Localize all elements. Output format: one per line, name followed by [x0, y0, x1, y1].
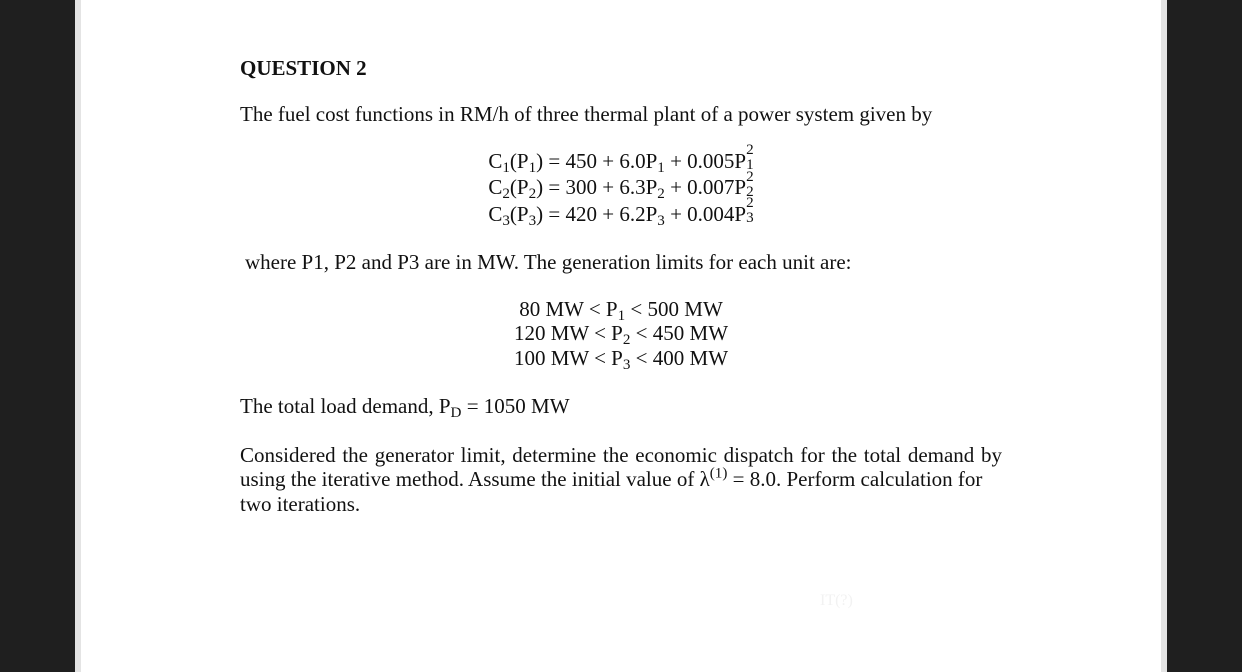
- equation-token: C: [488, 201, 503, 226]
- equation-token: 1: [657, 159, 665, 176]
- equation-token: C: [488, 148, 503, 173]
- cost-function-equations: [240, 142, 1002, 229]
- cost-function-line: [244, 168, 1002, 203]
- limit-token: < 450 MW: [630, 321, 729, 345]
- equation-token: 2: [528, 186, 537, 203]
- equation-token: [746, 195, 758, 227]
- limit-token: 120 MW < P: [513, 321, 623, 345]
- cost-function-line: [244, 195, 1002, 229]
- limit-token: 3: [622, 356, 631, 373]
- equation-token: ): [536, 175, 544, 199]
- equation-token: 2: [657, 186, 665, 203]
- equation-token: 2: [746, 168, 754, 185]
- limit-token: 2: [622, 332, 631, 349]
- equation-token: 3: [657, 212, 665, 229]
- equation-token: 2: [746, 195, 754, 212]
- equation-token: (P: [509, 175, 529, 199]
- load-demand-text: [240, 394, 1002, 422]
- limit-token: 80 MW < P: [519, 296, 618, 321]
- equation-token: = 300 + 6.3P: [543, 175, 658, 199]
- task-part1: Considered the generator limit, determine the economic dispatch for the total demand by using the iterative method. Assume the initial value of λ: [240, 442, 1002, 491]
- faint-watermark-text: IT(?): [820, 592, 853, 609]
- limit-line: [240, 297, 1002, 322]
- equation-token: + 0.007P: [664, 175, 747, 199]
- limit-token: < 400 MW: [630, 345, 729, 370]
- where-text: where P1, P2 and P3 are in MW. The generation limits for each unit are:: [245, 250, 852, 274]
- limit-token: 1: [617, 307, 626, 324]
- limit-token: 100 MW < P: [513, 345, 623, 370]
- task-part2: = 8.0. Perform calculation for: [727, 467, 983, 491]
- equation-token: = 450 + 6.0P: [543, 148, 658, 173]
- left-viewer-margin: [0, 0, 75, 672]
- equation-token: (P: [509, 201, 529, 226]
- task-last-line: two iterations.: [240, 491, 361, 516]
- equation-token: (P: [509, 148, 529, 173]
- limit-line: [240, 321, 1002, 349]
- generation-limits: [240, 297, 1002, 371]
- equation-token: 3: [746, 210, 754, 227]
- lambda-superscript: (1): [709, 465, 728, 482]
- equation-token: + 0.004P: [664, 201, 747, 226]
- demand-subscript: D: [450, 405, 462, 422]
- limit-token: < 500 MW: [625, 296, 723, 321]
- question-content: [240, 54, 1002, 516]
- limit-line: [240, 346, 1002, 371]
- demand-prefix: The total load demand, P: [240, 394, 451, 418]
- equation-token: + 0.005P: [664, 148, 747, 173]
- equation-token: 3: [502, 212, 510, 229]
- equation-token: 3: [528, 212, 537, 229]
- equation-token: 2: [502, 186, 510, 203]
- question-title: QUESTION 2: [240, 56, 367, 80]
- equation-token: = 420 + 6.2P: [543, 201, 658, 226]
- equation-token: 2: [746, 142, 754, 159]
- intro-text: The fuel cost functions in RM/h of three thermal plant of a power system given by: [240, 102, 933, 126]
- equation-token: 1: [746, 157, 754, 174]
- equation-token: 2: [746, 183, 754, 200]
- equation-token: ): [536, 148, 544, 173]
- right-viewer-margin: [1167, 0, 1242, 672]
- equation-token: C: [488, 175, 503, 199]
- demand-suffix: = 1050 MW: [461, 394, 570, 418]
- equation-token: 1: [502, 159, 510, 176]
- document-page: [75, 0, 1167, 672]
- cost-function-line: [244, 142, 1002, 176]
- equation-token: 1: [528, 159, 537, 176]
- equation-token: ): [536, 201, 544, 226]
- task-text: [240, 443, 1002, 492]
